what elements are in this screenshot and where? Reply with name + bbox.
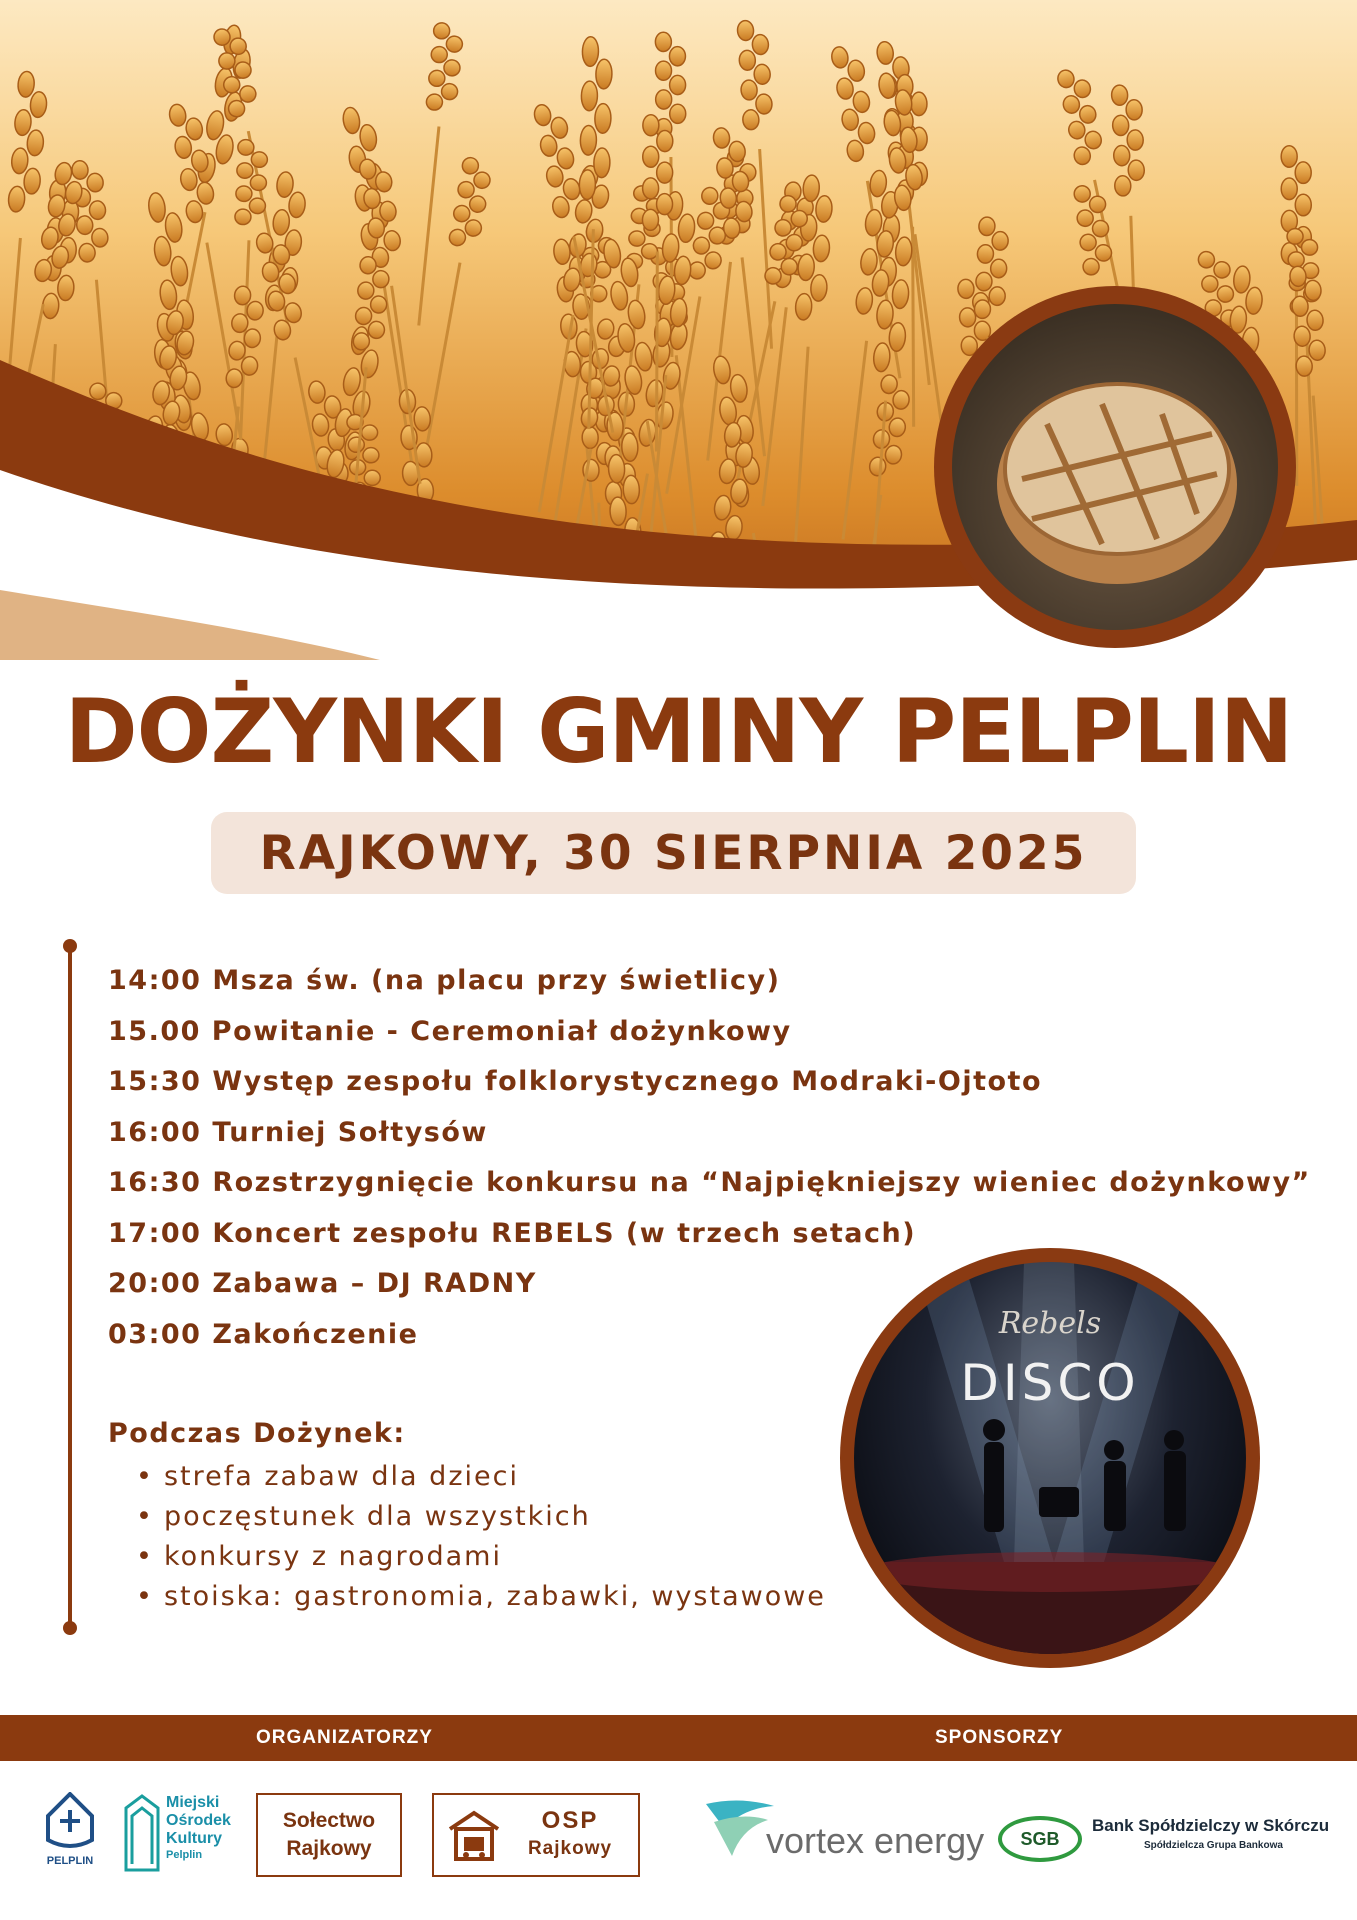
mok-line2: Ośrodek	[166, 1812, 231, 1829]
bank-name: Bank Spółdzielczy w Skórczu	[1092, 1816, 1330, 1835]
mok-line4: Pelplin	[166, 1849, 203, 1861]
bank-sgb-logo	[996, 1810, 1336, 1866]
band-logo-text: Rebels	[998, 1306, 1102, 1341]
mok-logo	[124, 1794, 234, 1874]
solectwo-logo	[256, 1793, 402, 1877]
mok-emblem-icon	[124, 1794, 160, 1872]
extras-item: • stoiska: gastronomia, zabawki, wystawowe	[136, 1579, 826, 1619]
pelplin-logo	[40, 1792, 100, 1878]
bank-subtitle: Spółdzielcza Grupa Bankowa	[1144, 1840, 1283, 1851]
band-photo-circle	[840, 1248, 1260, 1668]
pelplin-crest-icon	[44, 1792, 96, 1850]
mok-line1: Miejski	[166, 1794, 220, 1811]
sponsors-label: SPONSORZY	[935, 1727, 1064, 1748]
sgb-badge: SGB	[998, 1816, 1082, 1862]
footer-bar	[0, 1715, 1357, 1761]
timeline-line	[68, 945, 72, 1629]
extras-item: • konkursy z nagrodami	[136, 1539, 826, 1579]
extras-list	[136, 1459, 826, 1619]
page-title: DOŻYNKI GMINY PELPLIN	[64, 680, 1293, 783]
solectwo-line1: Sołectwo	[282, 1809, 376, 1832]
fire-station-icon	[446, 1807, 502, 1863]
bread-photo	[952, 304, 1278, 630]
vortex-energy-logo	[704, 1798, 994, 1870]
pelplin-logo-text: PELPLIN	[46, 1855, 94, 1867]
program-item: 03:00 Zakończenie	[108, 1318, 419, 1350]
program-item: 14:00 Msza św. (na placu przy świetlicy)	[108, 965, 781, 996]
osp-line2: Rajkowy	[527, 1838, 613, 1859]
extras-heading: Podczas Dożynek:	[108, 1418, 406, 1449]
vortex-energy-text: vortex energy	[766, 1820, 985, 1861]
date-location-text: RAJKOWY, 30 SIERPNIA 2025	[259, 825, 1088, 881]
date-location-pill	[211, 812, 1136, 894]
band-photo	[854, 1262, 1246, 1654]
band-headline: DISCO	[960, 1354, 1140, 1412]
organizers-label: ORGANIZATORZY	[256, 1727, 433, 1748]
osp-logo	[432, 1793, 640, 1877]
timeline-dot-bottom	[63, 1621, 77, 1635]
bread-photo-circle	[934, 286, 1296, 648]
program-item: 20:00 Zabawa – DJ RADNY	[108, 1268, 537, 1299]
mok-line3: Kultury	[166, 1830, 222, 1847]
program-item: 15:30 Występ zespołu folklorystycznego Modraki-Ojtoto	[108, 1066, 1043, 1097]
solectwo-line2: Rajkowy	[286, 1837, 372, 1860]
program-item: 16:00 Turniej Sołtysów	[108, 1116, 488, 1148]
extras-item: • poczęstunek dla wszystkich	[136, 1499, 826, 1539]
timeline-dot-top	[63, 939, 77, 953]
bread-loaf-icon	[952, 304, 1278, 630]
osp-line1: OSP	[541, 1807, 599, 1834]
program-item: 17:00 Koncert zespołu REBELS (w trzech setach)	[108, 1217, 917, 1249]
program-item: 15.00 Powitanie - Ceremoniał dożynkowy	[108, 1015, 792, 1047]
program-item: 16:30 Rozstrzygnięcie konkursu na “Najpiękniejszy wieniec dożynkowy”	[108, 1167, 1311, 1198]
extras-item: • strefa zabaw dla dzieci	[136, 1459, 826, 1499]
